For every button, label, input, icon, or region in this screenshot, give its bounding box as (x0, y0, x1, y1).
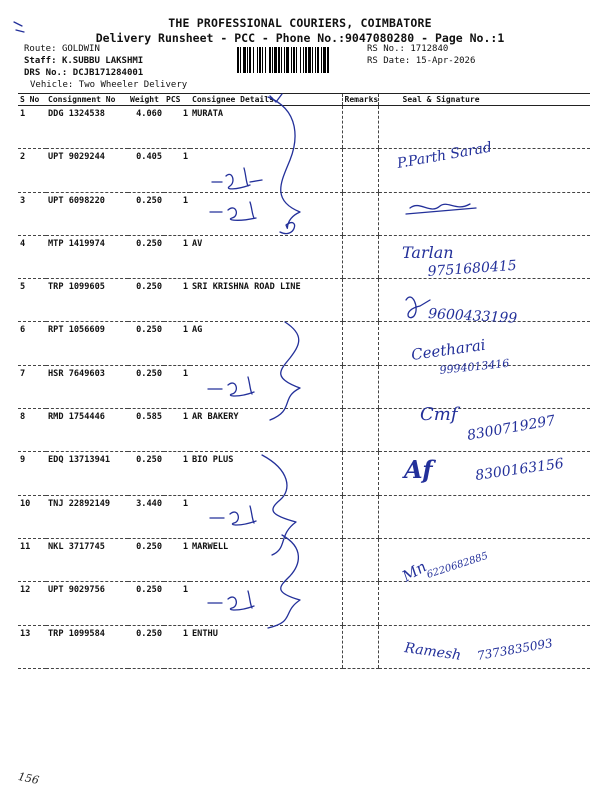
cell-pcs: 1 (164, 106, 190, 149)
col-header-consignee: Consignee Details (190, 94, 342, 106)
cell-weight: 0.250 (128, 582, 164, 625)
dash-mark-10 (210, 506, 256, 525)
cell-consignee: MURATA (190, 106, 342, 149)
vehicle-value: Two Wheeler Delivery (78, 80, 188, 90)
cell-consignment: TRP 1099605 (46, 279, 128, 322)
signature-5 (406, 297, 430, 318)
cell-pcs: 1 (164, 149, 190, 192)
cell-consignee: BIO PLUS (190, 452, 342, 495)
signature-2: P.Parth Sarad (395, 139, 494, 172)
signature-phone-11: 6220682885 (425, 550, 490, 581)
cell-sno: 4 (18, 235, 46, 278)
cell-consignment: TNJ 22892149 (46, 495, 128, 538)
col-header-pcs: PCS (164, 94, 190, 106)
cell-consignment: TRP 1099584 (46, 625, 128, 668)
cell-sno: 3 (18, 192, 46, 235)
signature-4: Tarlan (402, 243, 454, 262)
signature-9: Af (404, 455, 433, 484)
signature-11: Mn (399, 557, 430, 586)
dash-mark-2 (212, 168, 262, 189)
cell-consignee: AG (190, 322, 342, 365)
cell-pcs: 1 (164, 365, 190, 408)
cell-consignment: RPT 1056609 (46, 322, 128, 365)
rs-date-value: 15-Apr-2026 (415, 56, 476, 66)
staff-value: K.SUBBU LAKSHMI (61, 56, 144, 66)
col-header-sno: S No (18, 94, 46, 106)
cell-pcs: 1 (164, 538, 190, 581)
cell-sno: 13 (18, 625, 46, 668)
cell-consignee: AR BAKERY (190, 409, 342, 452)
cell-consignee: MARWELL (190, 538, 342, 581)
cell-pcs: 1 (164, 495, 190, 538)
cell-weight: 0.250 (128, 452, 164, 495)
brace-mark-1 (268, 97, 300, 234)
drs-value: DCJB171284001 (72, 68, 144, 78)
cell-weight: 0.250 (128, 322, 164, 365)
scribble-corner (14, 22, 24, 32)
rs-date-label: RS Date: (367, 56, 411, 66)
brace-mark-4 (268, 535, 300, 628)
cell-pcs: 1 (164, 322, 190, 365)
cell-pcs: 1 (164, 235, 190, 278)
signature-13: Ramesh (403, 640, 463, 664)
cell-consignee: AV (190, 235, 342, 278)
cell-sno: 2 (18, 149, 46, 192)
cell-consignment: UPT 9029244 (46, 149, 128, 192)
drs-label: DRS No.: (24, 68, 68, 78)
cell-consignee: ENTHU (190, 625, 342, 668)
brace-mark-3 (262, 455, 296, 555)
cell-consignment: EDQ 13713941 (46, 452, 128, 495)
staff-label: Staff: (24, 56, 57, 66)
signature-phone-5: 9600433199 (427, 306, 518, 327)
cell-sno: 1 (18, 106, 46, 149)
cell-sno: 6 (18, 322, 46, 365)
signature-phone-9: 8300163156 (474, 455, 565, 484)
cell-consignment: MTP 1419974 (46, 235, 128, 278)
cell-pcs: 1 (164, 279, 190, 322)
signature-phone-8: 8300719297 (465, 412, 557, 444)
page-mark: 156 (16, 769, 41, 788)
rs-no-value: 1712840 (410, 44, 449, 54)
cell-weight: 0.250 (128, 365, 164, 408)
signature-phone-6: 9994013416 (438, 356, 510, 377)
cell-sno: 8 (18, 409, 46, 452)
cell-sno: 10 (18, 495, 46, 538)
cell-weight: 0.250 (128, 235, 164, 278)
col-header-weight: Weight (128, 94, 164, 106)
col-header-signature: Seal & Signature (378, 94, 590, 106)
col-header-consignment: Consignment No (46, 94, 128, 106)
dash-mark-12 (208, 591, 254, 610)
cell-pcs: 1 (164, 582, 190, 625)
col-header-remarks: Remarks (342, 94, 378, 106)
signature-phone-4: 9751680415 (427, 257, 518, 280)
cell-weight: 0.250 (128, 538, 164, 581)
cell-consignment: NKL 3717745 (46, 538, 128, 581)
cell-pcs: 1 (164, 625, 190, 668)
signature-3 (406, 204, 476, 214)
cell-weight: 0.405 (128, 149, 164, 192)
route-value: GOLDWIN (61, 44, 100, 54)
dash-mark-3 (210, 202, 256, 220)
signature-phone-13: 7373835093 (476, 635, 554, 663)
cell-consignment: DDG 1324538 (46, 106, 128, 149)
cell-weight: 4.060 (128, 106, 164, 149)
signature-8: Cmf (420, 404, 458, 425)
cell-weight: 3.440 (128, 495, 164, 538)
rs-no-label: RS No.: (367, 44, 405, 54)
route-label: Route: (24, 44, 57, 54)
cell-sno: 7 (18, 365, 46, 408)
cell-weight: 0.250 (128, 192, 164, 235)
cell-sno: 5 (18, 279, 46, 322)
cell-weight: 0.250 (128, 625, 164, 668)
cell-sno: 12 (18, 582, 46, 625)
cell-pcs: 1 (164, 452, 190, 495)
cell-consignee: SRI KRISHNA ROAD LINE (190, 279, 342, 322)
signature-6: Ceetharai (410, 335, 487, 364)
cell-consignment: UPT 9029756 (46, 582, 128, 625)
cell-pcs: 1 (164, 192, 190, 235)
cell-consignment: RMD 1754446 (46, 409, 128, 452)
runsheet-subtitle: Delivery Runsheet - PCC - Phone No.:9047080280 - Page No.:1 (95, 31, 505, 45)
cell-sno: 11 (18, 538, 46, 581)
cell-pcs: 1 (164, 409, 190, 452)
company-title: THE PROFESSIONAL COURIERS, COIMBATORE (168, 16, 432, 30)
cell-sno: 9 (18, 452, 46, 495)
brace-mark-2 (270, 322, 300, 420)
cell-weight: 0.585 (128, 409, 164, 452)
cell-consignment: UPT 6098220 (46, 192, 128, 235)
cell-weight: 0.250 (128, 279, 164, 322)
cell-consignment: HSR 7649603 (46, 365, 128, 408)
vehicle-label: Vehicle: (30, 80, 74, 90)
dash-mark-7 (208, 377, 254, 396)
